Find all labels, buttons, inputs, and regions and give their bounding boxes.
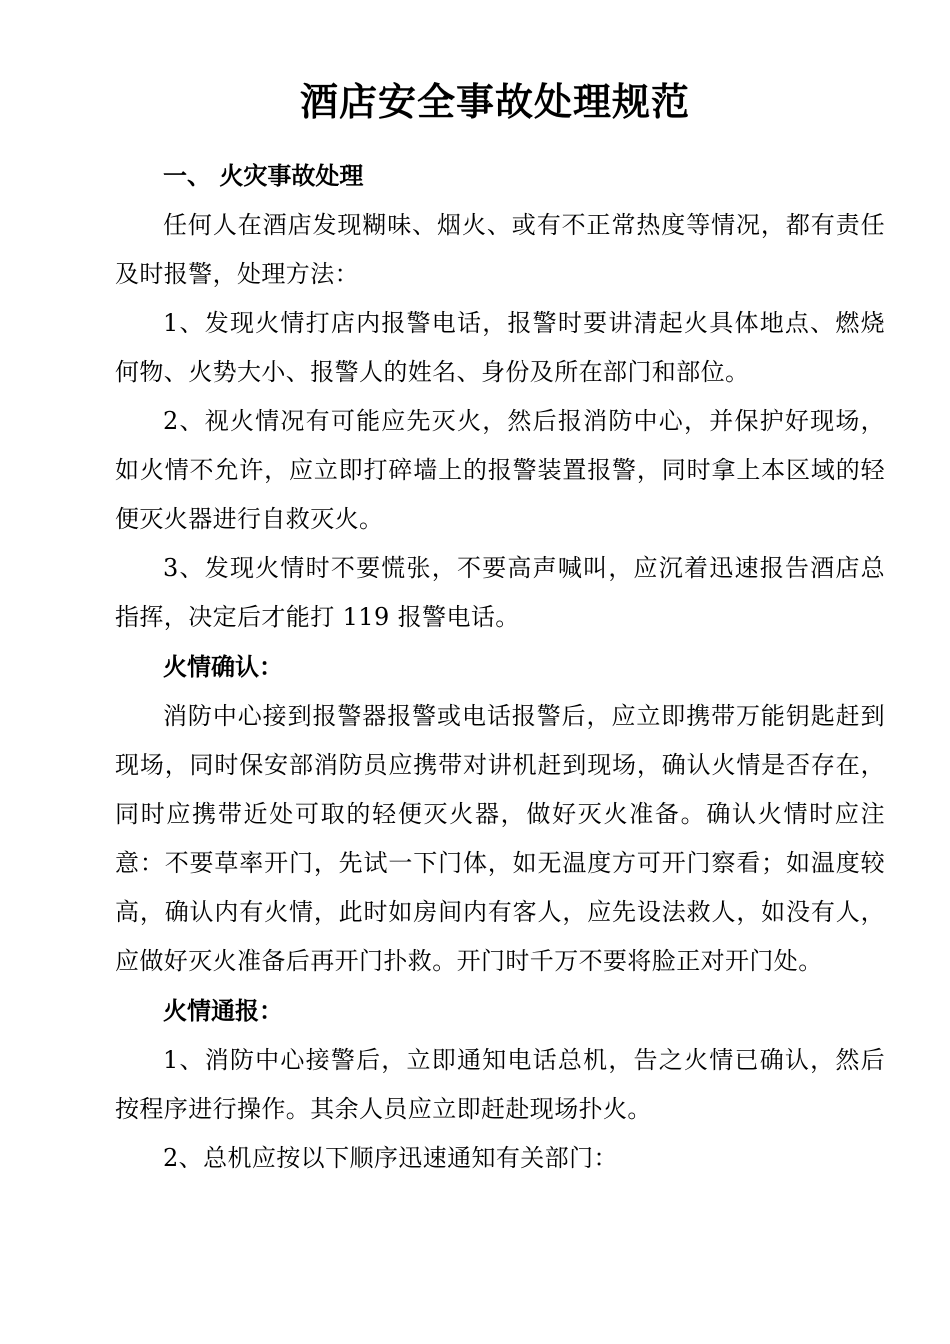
section-fire-accident xyxy=(115,151,885,642)
paragraph: 2、视火情况有可能应先灭火，然后报消防中心，并保护好现场，如火情不允许，应立即打碎墙上的报警装置报警，同时拿上本区域的轻便灭火器进行自救灭火。 xyxy=(115,407,885,533)
section-heading: 火情通报： xyxy=(163,996,283,1025)
paragraph: 消防中心接到报警器报警或电话报警后，应立即携带万能钥匙赶到现场，同时保安部消防员应携带对讲机赶到现场，确认火情是否存在，同时应携带近处可取的轻便灭火器，做好灭火准备。确认火情时应注意：不要草率开门，先试一下门体，如无温度方可开门察看；如温度较高，确认内有火情，此时如房间内有客人，应先设法救人，如没有人，应做好灭火准备后再开门扑救。开门时千万不要将脸正对开门处。 xyxy=(115,702,885,975)
document-title: 酒店安全事故处理规范 xyxy=(299,79,690,124)
section-heading: 一、 火灾事故处理 xyxy=(163,161,364,190)
paragraph: 2、总机应按以下顺序迅速通知有关部门： xyxy=(163,1144,618,1172)
section-heading: 火情确认： xyxy=(163,652,283,681)
section-fire-confirmation xyxy=(115,642,885,986)
section-fire-notification xyxy=(115,986,885,1183)
paragraph: 1、消防中心接警后，立即通知电话总机，告之火情已确认，然后按程序进行操作。其余人员应立即赶赴现场扑火。 xyxy=(115,1046,885,1123)
paragraph: 1、发现火情打店内报警电话，报警时要讲清起火具体地点、燃烧何物、火势大小、报警人的姓名、身份及所在部门和部位。 xyxy=(115,309,885,386)
document-body xyxy=(115,151,885,1183)
paragraph: 3、发现火情时不要慌张，不要高声喊叫，应沉着迅速报告酒店总指挥，决定后才能打 119 报警电话。 xyxy=(115,554,885,631)
paragraph: 任何人在酒店发现糊味、烟火、或有不正常热度等情况，都有责任及时报警，处理方法： xyxy=(115,211,885,288)
